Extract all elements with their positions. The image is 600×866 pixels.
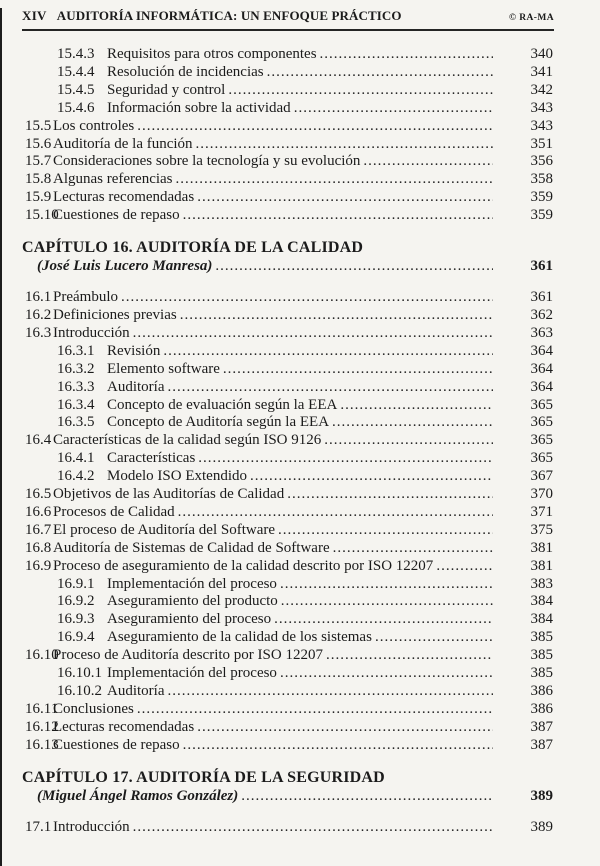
entry-number: 16.7 [25, 521, 52, 538]
entry-number: 15.5 [25, 117, 52, 134]
toc-entry [25, 647, 553, 665]
entry-number: 16.10 [25, 647, 59, 664]
entry-title: Proceso de Auditoría descrito por ISO 12207 [53, 647, 323, 664]
entry-page-number: 365 [530, 432, 553, 449]
entry-page-number: 386 [530, 683, 553, 699]
entry-title: Características de la calidad según ISO 9126 [53, 432, 322, 449]
dot-leader [375, 629, 493, 647]
entry-title: Resolución de incidencias [107, 63, 264, 80]
entry-page-number: 386 [530, 700, 553, 717]
dot-leader [280, 665, 493, 683]
toc-entry [25, 719, 553, 737]
toc-entry [25, 189, 553, 207]
entry-page-number: 387 [530, 718, 553, 735]
toc-entry [25, 100, 553, 118]
toc-entry [25, 82, 553, 100]
entry-page-number: 385 [530, 665, 553, 682]
toc-entry [25, 289, 553, 307]
entry-page-number: 385 [530, 629, 553, 646]
entry-number: 16.4 [25, 432, 52, 449]
entry-number: 15.4.5 [57, 81, 95, 98]
toc-entry [25, 379, 553, 397]
dot-leader [326, 647, 493, 665]
chapter-author: (Miguel Ángel Ramos González) [37, 787, 239, 804]
entry-number: 15.8 [25, 171, 52, 188]
toc-entry [25, 118, 553, 136]
dot-leader [121, 289, 493, 307]
entry-page-number: 370 [530, 486, 553, 503]
entry-number: 16.9.3 [57, 611, 95, 628]
toc-entry [25, 307, 553, 325]
entry-title: Aseguramiento de la calidad de los sistemas [107, 629, 372, 646]
chapter-author: (José Luis Lucero Manresa) [37, 258, 213, 275]
entry-title: Cuestiones de repaso [53, 207, 180, 224]
entry-page-number: 341 [530, 63, 553, 80]
dot-leader [332, 414, 493, 432]
entry-title: Auditoría [107, 683, 165, 699]
dot-leader [176, 171, 493, 189]
entry-number: 16.3 [25, 324, 52, 341]
chapter-title: CAPÍTULO 16. AUDITORÍA DE LA CALIDAD [22, 239, 364, 257]
entry-number: 16.10.1 [57, 665, 102, 682]
entry-number: 16.3.4 [57, 396, 95, 413]
toc-entry [25, 593, 553, 611]
entry-page-number: 343 [530, 117, 553, 134]
entry-title: Cuestiones de repaso [53, 736, 180, 753]
entry-number: 15.4.4 [57, 63, 95, 80]
entry-page-number: 364 [530, 342, 553, 359]
entry-number: 16.12 [25, 718, 59, 735]
entry-number: 16.9.2 [57, 593, 95, 610]
entry-title: Implementación del proceso [107, 575, 277, 592]
dot-leader [280, 576, 493, 594]
entry-number: 16.8 [25, 539, 52, 556]
entry-title: Información sobre la actividad [107, 99, 291, 116]
entry-title: Aseguramiento del producto [107, 593, 278, 610]
entry-page-number: 389 [530, 818, 553, 835]
entry-title: Auditoría [107, 378, 165, 395]
dot-leader [287, 486, 493, 504]
entry-number: 17.1 [25, 818, 52, 835]
entry-title: Características [107, 450, 196, 467]
entry-title: Aseguramiento del proceso [107, 611, 272, 628]
dot-leader [178, 504, 493, 522]
dot-leader [281, 593, 493, 611]
toc-entry [25, 540, 553, 558]
toc-entry [25, 486, 553, 504]
entry-number: 16.10.2 [57, 683, 102, 699]
entry-title: Auditoría de la función [53, 135, 193, 152]
entry-number: 15.7 [25, 153, 52, 170]
entry-number: 15.10 [25, 207, 59, 224]
entry-page-number: 364 [530, 360, 553, 377]
entry-page-number: 365 [530, 396, 553, 413]
toc-entry [25, 136, 553, 154]
dot-leader [223, 361, 493, 379]
entry-number: 16.9.4 [57, 629, 95, 646]
dot-leader [320, 46, 493, 64]
chapter-page-number: 389 [530, 787, 553, 804]
entry-page-number: 365 [530, 414, 553, 431]
entry-page-number: 371 [530, 503, 553, 520]
table-of-contents [22, 46, 553, 837]
entry-page-number: 340 [530, 46, 553, 62]
entry-page-number: 356 [530, 153, 553, 170]
entry-title: Implementación del proceso [107, 665, 277, 682]
entry-number: 16.4.2 [57, 468, 95, 485]
entry-title: Preámbulo [53, 289, 118, 306]
entry-title: El proceso de Auditoría del Software [53, 521, 276, 538]
toc-entry [25, 737, 553, 755]
chapter-title: CAPÍTULO 17. AUDITORÍA DE LA SEGURIDAD [22, 768, 385, 786]
toc-entry [25, 522, 553, 540]
dot-leader [133, 325, 493, 343]
dot-leader [363, 153, 493, 171]
entry-page-number: 383 [530, 575, 553, 592]
dot-leader [197, 719, 493, 737]
entry-page-number: 367 [530, 468, 553, 485]
dot-leader [137, 701, 493, 719]
dot-leader [324, 432, 493, 450]
dot-leader [180, 307, 493, 325]
entry-title: Modelo ISO Extendido [107, 468, 247, 485]
dot-leader [133, 819, 493, 837]
dot-leader [274, 611, 493, 629]
toc-entry [25, 468, 553, 486]
toc-entry [25, 325, 553, 343]
dot-leader [241, 787, 493, 805]
dot-leader [228, 82, 493, 100]
toc-entry [25, 629, 553, 647]
dot-leader [267, 64, 493, 82]
chapter-page-number: 361 [530, 258, 553, 275]
dot-leader [168, 683, 494, 701]
entry-page-number: 384 [530, 593, 553, 610]
entry-page-number: 384 [530, 611, 553, 628]
toc-entry [25, 46, 553, 64]
entry-number: 16.11 [25, 700, 59, 717]
toc-entry [25, 819, 553, 837]
entry-title: Introducción [53, 818, 130, 835]
entry-number: 16.9 [25, 557, 52, 574]
entry-number: 16.2 [25, 306, 52, 323]
scan-edge [0, 8, 2, 866]
entry-page-number: 385 [530, 647, 553, 664]
entry-number: 15.4.3 [57, 46, 95, 62]
entry-title: Concepto de evaluación según la EEA [107, 396, 338, 413]
header-book-title: AUDITORÍA INFORMÁTICA: UN ENFOQUE PRÁCTICO [56, 8, 402, 23]
entry-page-number: 387 [530, 736, 553, 753]
entry-title: Revisión [107, 342, 161, 359]
header-page-number: XIV [22, 8, 47, 23]
dot-leader [183, 207, 493, 225]
entry-page-number: 343 [530, 99, 553, 116]
entry-title: Lecturas recomendadas [53, 189, 195, 206]
entry-title: Objetivos de las Auditorías de Calidad [53, 486, 285, 503]
entry-page-number: 364 [530, 378, 553, 395]
entry-page-number: 363 [530, 324, 553, 341]
entry-title: Algunas referencias [53, 171, 173, 188]
toc-entry [25, 361, 553, 379]
entry-page-number: 358 [530, 171, 553, 188]
entry-page-number: 381 [530, 539, 553, 556]
entry-page-number: 362 [530, 306, 553, 323]
header-publisher: © RA-MA [509, 13, 554, 23]
dot-leader [183, 737, 493, 755]
entry-number: 16.3.5 [57, 414, 95, 431]
dot-leader [163, 343, 493, 361]
toc-entry [25, 504, 553, 522]
dot-leader [250, 468, 493, 486]
entry-page-number: 381 [530, 557, 553, 574]
chapter-heading [22, 768, 553, 805]
entry-number: 15.4.6 [57, 99, 95, 116]
entry-title: Requisitos para otros componentes [107, 46, 317, 62]
entry-page-number: 351 [530, 135, 553, 152]
dot-leader [340, 397, 493, 415]
entry-title: Proceso de aseguramiento de la calidad descrito por ISO 12207 [53, 557, 434, 574]
toc-entry [25, 153, 553, 171]
entry-number: 16.9.1 [57, 575, 95, 592]
dot-leader [198, 450, 493, 468]
dot-leader [333, 540, 493, 558]
toc-entry [25, 611, 553, 629]
entry-number: 16.13 [25, 736, 59, 753]
entry-page-number: 359 [530, 207, 553, 224]
toc-entry [25, 397, 553, 415]
entry-title: Seguridad y control [107, 81, 226, 98]
entry-title: Definiciones previas [53, 306, 177, 323]
toc-entry [25, 207, 553, 225]
entry-title: Lecturas recomendadas [53, 718, 195, 735]
toc-entry [25, 558, 553, 576]
toc-entry [25, 64, 553, 82]
entry-title: Los controles [53, 117, 135, 134]
toc-entry [25, 683, 553, 701]
toc-entry [25, 450, 553, 468]
entry-title: Consideraciones sobre la tecnología y su evolución [53, 153, 361, 170]
entry-title: Introducción [53, 324, 130, 341]
entry-page-number: 342 [530, 81, 553, 98]
toc-entry [25, 432, 553, 450]
dot-leader [215, 257, 493, 275]
entry-number: 15.9 [25, 189, 52, 206]
entry-page-number: 361 [530, 289, 553, 306]
entry-number: 16.3.2 [57, 360, 95, 377]
entry-number: 15.6 [25, 135, 52, 152]
entry-page-number: 365 [530, 450, 553, 467]
page-header [22, 8, 554, 31]
entry-title: Elemento software [107, 360, 220, 377]
entry-number: 16.1 [25, 289, 52, 306]
entry-number: 16.3.1 [57, 342, 95, 359]
dot-leader [436, 558, 493, 576]
toc-entry [25, 665, 553, 683]
toc-entry [25, 701, 553, 719]
dot-leader [196, 136, 493, 154]
chapter-author-row [25, 257, 553, 275]
entry-title: Procesos de Calidad [53, 503, 175, 520]
dot-leader [137, 118, 493, 136]
dot-leader [294, 100, 493, 118]
entry-title: Conclusiones [53, 700, 134, 717]
toc-entry [25, 343, 553, 361]
entry-number: 16.3.3 [57, 378, 95, 395]
entry-number: 16.4.1 [57, 450, 95, 467]
entry-number: 16.6 [25, 503, 52, 520]
entry-title: Concepto de Auditoría según la EEA [107, 414, 330, 431]
chapter-author-row [25, 787, 553, 805]
dot-leader [278, 522, 493, 540]
dot-leader [197, 189, 493, 207]
entry-page-number: 359 [530, 189, 553, 206]
entry-page-number: 375 [530, 521, 553, 538]
toc-entry [25, 576, 553, 594]
entry-number: 16.5 [25, 486, 52, 503]
toc-entry [25, 414, 553, 432]
toc-entry [25, 171, 553, 189]
dot-leader [168, 379, 494, 397]
chapter-heading [22, 238, 553, 275]
entry-title: Auditoría de Sistemas de Calidad de Software [53, 539, 330, 556]
